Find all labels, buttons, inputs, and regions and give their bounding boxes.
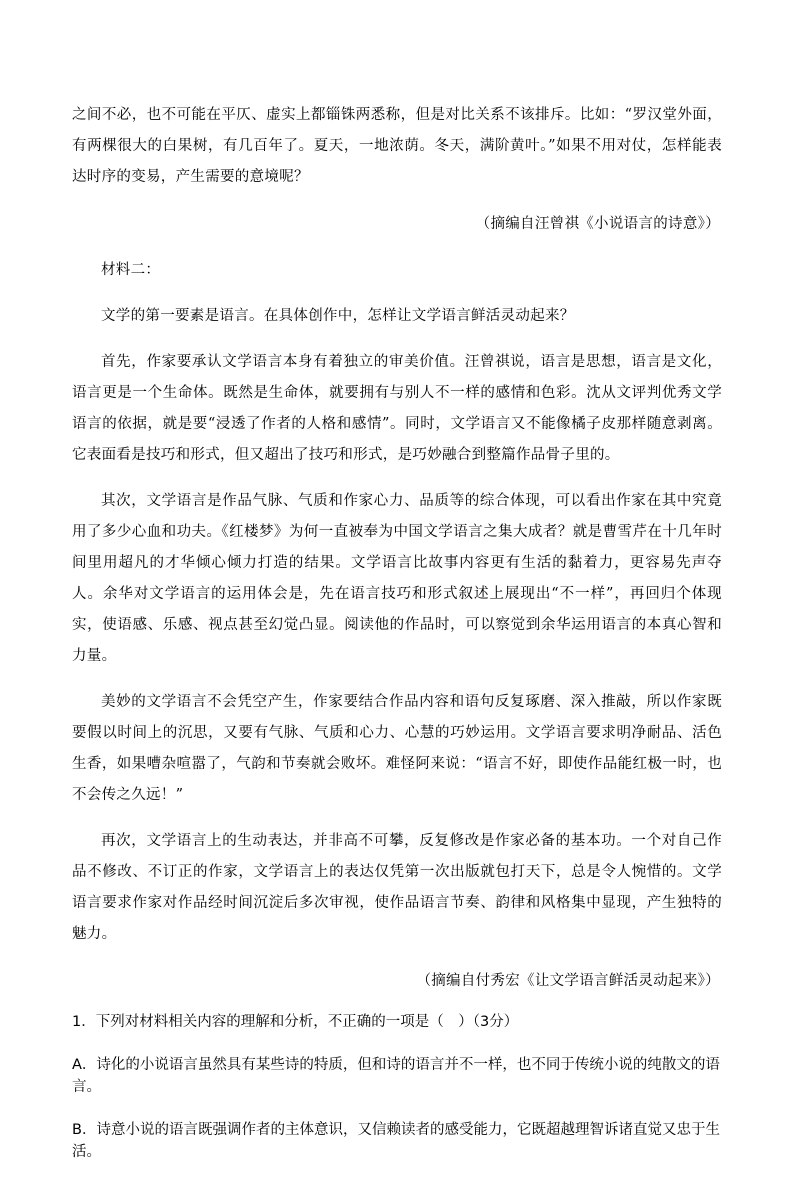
material2-heading: 材料二：	[101, 262, 161, 278]
material2-paragraph: 其次，文学语言是作品气脉、气质和作家心力、品质等的综合体现，可以看出作家在其中究竟用了多少心血和功夫。《红楼梦》为何一直被奉为中国文学语言之集大成者？就是曹雪芹在十几年时间里用超凡的才华倾心倾力打造的结果。文学语言比故事内容更有生活的黏着力，更容易先声夺人。余华对文学语言的运用体会是，先在语言技巧和形式叙述上展现出“不一样”，再回归个体现实，使语感、乐感、视点甚至幻觉凸显。阅读他的作品时，可以察觉到余华运用语言的本真心智和力量。	[72, 493, 722, 664]
document-page	[72, 100, 722, 1184]
material2-paragraph: 首先，作家要承认文学语言本身有着独立的审美价值。汪曾祺说，语言是思想，语言是文化，语言更是一个生命体。既然是生命体，就要拥有与别人不一样的感情和色彩。沈从文评判优秀文学语言的依据，就是要“浸透了作者的人格和感情”。同时，文学语言又不能像橘子皮那样随意剥离。它表面看是技巧和形式，但又超出了技巧和形式，是巧妙融合到整篇作品骨子里的。	[72, 354, 722, 463]
material2-paragraph: 美妙的文学语言不会凭空产生，作家要结合作品内容和语句反复琢磨、深入推敲，所以作家既要假以时间上的沉思，又要有气脉、气质和心力、心慧的巧妙运用。文学语言要求明净耐品、活色生香，如果嘈杂喧嚣了，气韵和节奏就会败坏。难怪阿来说：“语言不好，即使作品能红极一时，也不会传之久远！”	[72, 694, 722, 803]
material2-paragraph: 文学的第一要素是语言。在具体创作中，怎样让文学语言鲜活灵动起来？	[101, 308, 575, 324]
material1-source: （摘编自汪曾祺《小说语言的诗意》）	[475, 216, 720, 232]
material1-paragraph-tail: 之间不必，也不可能在平仄、虚实上都锱铢两悉称，但是对比关系不该排斥。比如：“罗汉堂外面，有两棵很大的白果树，有几百年了。夏天，一地浓荫。冬天，满阶黄叶。”如果不用对仗，怎样能表达时序的变易，产生需要的意境呢？	[72, 107, 722, 185]
question-block	[72, 1011, 722, 1163]
question-option-a: A．诗化的小说语言虽然具有某些诗的特质，但和诗的语言并不一样，也不同于传统小说的纯散文的语言。	[72, 1057, 720, 1095]
question-option-b: B．诗意小说的语言既强调作者的主体意识，又信赖读者的感受能力，它既超越理智诉诸直觉又忠于生活。	[72, 1122, 720, 1160]
question-stem: 1．下列对材料相关内容的理解和分析，不正确的一项是（ ）（3分）	[72, 1014, 519, 1030]
material2-paragraph: 再次，文学语言上的生动表达，并非高不可攀，反复修改是作家必备的基本功。一个对自己作品不修改、不订正的作家，文学语言上的表达仅凭第一次出版就包打天下，总是令人惋惜的。文学语言要求作家对作品经时间沉淀后多次审视，使作品语言节奏、韵律和风格集中显现，产生独特的魅力。	[72, 833, 722, 942]
material2-source: （摘编自付秀宏《让文学语言鲜活灵动起来》）	[416, 973, 720, 989]
